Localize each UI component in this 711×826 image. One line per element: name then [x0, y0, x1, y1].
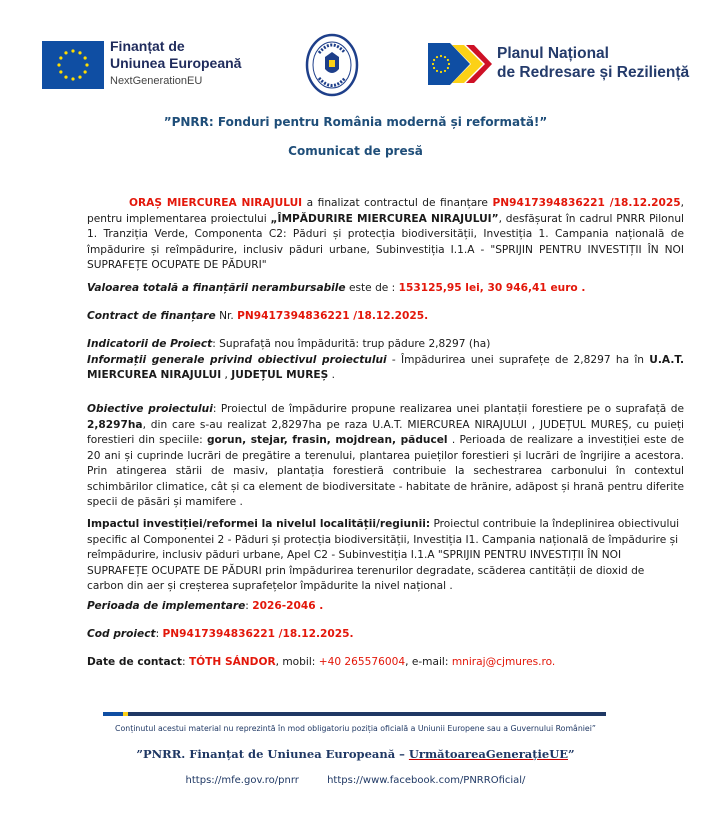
- eu-line2: Uniunea Europeană: [110, 55, 242, 71]
- eu-star-icon: [436, 70, 438, 72]
- eu-star-icon: [448, 63, 450, 65]
- financing-value-line: [87, 281, 684, 297]
- eu-star-icon: [85, 63, 88, 66]
- contact-email-link[interactable]: mniraj@cjmures.ro.: [451, 656, 556, 668]
- eu-flag-icon: [42, 41, 104, 89]
- eu-star-icon: [64, 76, 67, 79]
- indicators-block: [87, 337, 684, 384]
- government-seal-icon: [305, 33, 359, 97]
- contact-mobile: +40 265576004: [318, 656, 406, 668]
- eu-star-icon: [436, 56, 438, 58]
- footer-disclaimer: Conținutul acestui material nu reprezintă în mod obligatoriu poziția oficială a Uniunii Europene sau a Guvernului României”: [115, 724, 596, 733]
- info-end: .: [328, 369, 336, 381]
- project-code-line: [87, 627, 684, 643]
- project-code-label: Cod proiect: [87, 628, 156, 640]
- period-label: Perioada de implementare: [87, 600, 246, 612]
- contract-number: PN9417394836221 /18.12.2025: [492, 197, 681, 209]
- facebook-link[interactable]: https://www.facebook.com/PNRROficial/: [327, 775, 526, 786]
- eu-star-icon: [432, 63, 434, 65]
- objectives-text-2: , din care s-au realizat 2,8297ha pe raza U.A.T. MIERCUREA NIRAJULUI , JUDEȚUL MUREȘ, cu puieți forestieri din speciile:: [87, 418, 684, 446]
- pnrr-line2: de Redresare și Reziliență: [497, 64, 690, 81]
- impact-label: Impactul investiției/reformei la nivelul localității/regiunii:: [87, 518, 431, 530]
- project-name: „ÎMPĂDURIRE MIERCUREA NIRAJULUI”: [270, 212, 499, 225]
- eu-star-icon: [444, 70, 446, 72]
- intro-paragraph: [87, 196, 684, 274]
- eu-star-icon: [71, 77, 74, 80]
- eu-star-icon: [440, 71, 442, 73]
- eu-star-icon: [447, 67, 449, 69]
- contact-name: TÓTH SÁNDOR: [188, 656, 276, 668]
- contract-nr: Nr.: [215, 310, 238, 322]
- eu-line3: NextGenerationEU: [110, 75, 203, 87]
- intro-text-3: , desfășurat în cadrul PNRR Pilonul 1. Tranziția Verde, Componenta C2: Păduri și protecția biodiversității, Investiția 1. Campania națională de împădurire și reîmpădurire, inclusiv păduri urbane, Subinvestiția I.1.A - "SPRIJIN PENTRU INVESTIȚII ÎN NOI SUPRAFEȚE OCUPATE DE PĂDURI": [87, 212, 684, 271]
- motto-end: ”: [568, 747, 575, 761]
- objectives-text-3: . Perioada de realizare a investiției este de 20 ani și cuprinde lucrări de pregătire a terenului, plantarea puieților forestieri și lucrări de îngrijire a acestora. Prin atingerea stării de masiv, plantația forestieră contribuie la sechestrarea carbonului în contextul schimbărilor climatice, cât și ca element de biodiversitate - habitate de hrănire, adăpost și hrană pentru diferite specii de păsări și mamifere .: [87, 434, 684, 508]
- intro-text-2: , pentru implementarea proiectului: [87, 197, 685, 225]
- indicators-label: Indicatorii de Proiect: [87, 338, 213, 350]
- contact-email-label: , e-mail:: [405, 656, 452, 668]
- pnrr-line1: Planul Național: [497, 45, 609, 62]
- contact-line: [87, 655, 684, 671]
- contract-label: Contract de finanțare: [87, 310, 216, 322]
- objectives-paragraph: [87, 402, 684, 511]
- indicators-text: : Suprafață nou împădurită: trup pădure 2,8297 (ha): [212, 338, 491, 350]
- eu-star-icon: [59, 70, 62, 73]
- pnrr-logo-text: [497, 44, 689, 82]
- footer-color-bar: [103, 711, 606, 717]
- info-label: Informații generale privind obiectivul proiectului: [87, 353, 387, 366]
- period-value: 2026-2046 .: [252, 600, 324, 612]
- contract-value: PN9417394836221 /18.12.2025.: [237, 310, 429, 322]
- pnrr-logo-icon: [428, 43, 492, 85]
- beneficiary-name: ORAȘ MIERCUREA NIRAJULUI: [129, 197, 303, 209]
- info-county: JUDEȚUL MUREȘ: [231, 369, 329, 381]
- eu-star-icon: [78, 51, 81, 54]
- project-code-value: PN9417394836221 /18.12.2025.: [162, 628, 354, 640]
- page-title: ”PNRR: Fonduri pentru România modernă și reformată!”: [163, 115, 548, 129]
- motto-start: ”PNRR. Finanțat de Uniunea Europeană –: [136, 747, 409, 761]
- eu-star-icon: [59, 56, 62, 59]
- project-code-colon: :: [155, 628, 163, 640]
- contact-colon: :: [182, 656, 189, 668]
- eu-star-icon: [78, 76, 81, 79]
- contact-mobile-label: , mobil:: [275, 656, 319, 668]
- eu-star-icon: [71, 49, 74, 52]
- impact-paragraph: [87, 517, 684, 595]
- eu-star-icon: [64, 51, 67, 54]
- objectives-text: : Proiectul de împădurire propune realizarea unei plantații forestiere pe o suprafață de: [212, 403, 684, 415]
- contact-label: Date de contact: [87, 656, 182, 668]
- objectives-label: Obiective proiectului: [87, 403, 213, 415]
- eu-line1: Finanțat de: [110, 38, 185, 54]
- financing-value-label: Valoarea totală a finanțării nerambursabile: [87, 282, 346, 294]
- motto-link: UrmătoareaGenerațieUE: [408, 747, 568, 761]
- objectives-area: 2,8297ha: [87, 418, 143, 431]
- eu-star-icon: [84, 56, 87, 59]
- info-uat: U.A.T. MIERCUREA NIRAJULUI: [87, 353, 684, 381]
- eu-star-icon: [447, 59, 449, 61]
- eu-star-icon: [57, 63, 60, 66]
- info-text-2: ,: [221, 369, 232, 381]
- eu-star-icon: [84, 70, 87, 73]
- objectives-species: gorun, stejar, frasin, mojdrean, păducel: [206, 434, 448, 446]
- info-text: - Împădurirea unei suprafețe de 2,8297 ha în: [386, 353, 650, 366]
- impact-text: Proiectul contribuie la îndeplinirea obiectivului specific al Componentei 2 - Păduri și protecția biodiversității, Investiția I1. Campania națională de împădurire și reîmpădurire, inclusiv păduri urbane, Apel C2 - Subinvestiția I.1.A "SPRIJIN PENTRU INVESTIȚII ÎN NOI SUPRAFEȚE OCUPATE DE PĂDURI prin împădurirea terenurilor degradate, scăderea cantității de dioxid de carbon din aer și creșterea suprafețelor împădurite la nivel național .: [87, 518, 680, 592]
- eu-star-icon: [433, 67, 435, 69]
- footer-links: [0, 775, 711, 786]
- contract-line: [87, 309, 684, 325]
- period-colon: :: [245, 600, 253, 612]
- intro-text: a finalizat contractul de finanțare: [302, 197, 493, 209]
- eu-star-icon: [444, 56, 446, 58]
- footer-motto: [0, 747, 711, 761]
- eu-star-icon: [433, 59, 435, 61]
- mfe-link[interactable]: https://mfe.gov.ro/pnrr: [185, 775, 299, 786]
- financing-value-mid: este de :: [345, 282, 399, 294]
- page-subtitle: Comunicat de presă: [288, 144, 423, 158]
- eu-funding-logo-text: [110, 38, 241, 88]
- eu-star-icon: [440, 55, 442, 57]
- period-line: [87, 599, 684, 615]
- financing-value-amount: 153125,95 lei, 30 946,41 euro .: [398, 282, 586, 294]
